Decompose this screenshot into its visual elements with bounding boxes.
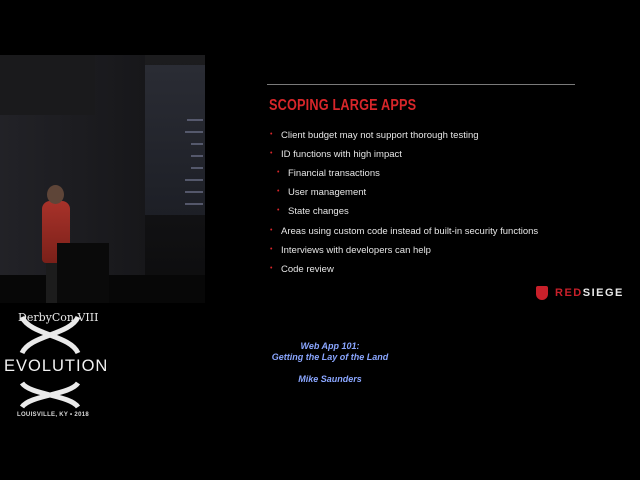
- talk-speaker: Mike Saunders: [298, 374, 362, 384]
- sub-bullet-item: [277, 187, 367, 198]
- podium: [57, 243, 109, 303]
- bullet-text: State changes: [288, 206, 349, 217]
- bullet-dot-icon: •: [277, 207, 280, 214]
- bullet-text: Interviews with developers can help: [281, 245, 431, 256]
- bullet-item: [270, 245, 431, 256]
- talk-title-line2: Getting the Lay of the Land: [271, 352, 389, 362]
- bullet-dot-icon: •: [277, 188, 280, 195]
- sub-bullet-item: [277, 206, 349, 217]
- slide-title: SCOPING LARGE APPS: [269, 97, 417, 114]
- projection-screen: [145, 65, 205, 215]
- bullet-dot-icon: •: [270, 265, 273, 272]
- derbycon-logo: [0, 305, 109, 425]
- event-brand: DerbyCon VIII: [18, 311, 99, 324]
- bullet-item: [270, 264, 334, 275]
- sub-bullet-item: [277, 168, 380, 179]
- talk-title-line1: Web App 101:: [300, 341, 360, 351]
- bullet-text: Areas using custom code instead of built-in security functions: [281, 226, 539, 237]
- bullet-text: Financial transactions: [288, 168, 380, 179]
- redsiege-mark-icon: [536, 286, 548, 300]
- bullet-item: [270, 130, 479, 141]
- event-location: LOUISVILLE, KY • 2018: [17, 412, 89, 418]
- bullet-text: Code review: [281, 264, 334, 275]
- bullet-dot-icon: •: [270, 227, 273, 234]
- bullet-item: [270, 226, 539, 237]
- speaker-video-inset: [0, 55, 205, 303]
- event-evolution: EVOLUTION: [4, 357, 109, 375]
- bullet-text: User management: [288, 187, 367, 198]
- bullet-text: ID functions with high impact: [281, 149, 402, 160]
- slide-top-rule: [267, 84, 575, 85]
- room-ceiling: [0, 55, 95, 115]
- presentation-slide: [245, 70, 635, 310]
- bullet-dot-icon: •: [270, 150, 273, 157]
- logo-white-text: SIEGE: [582, 287, 624, 299]
- redsiege-logo: [536, 285, 624, 301]
- bullet-text: Client budget may not support thorough testing: [281, 130, 479, 141]
- logo-red-text: RED: [555, 287, 583, 299]
- bullet-dot-icon: •: [277, 169, 280, 176]
- bullet-dot-icon: •: [270, 131, 273, 138]
- bullet-dot-icon: •: [270, 246, 273, 253]
- speaker-head: [47, 185, 64, 204]
- bullet-item: [270, 149, 402, 160]
- talk-info: [266, 341, 394, 385]
